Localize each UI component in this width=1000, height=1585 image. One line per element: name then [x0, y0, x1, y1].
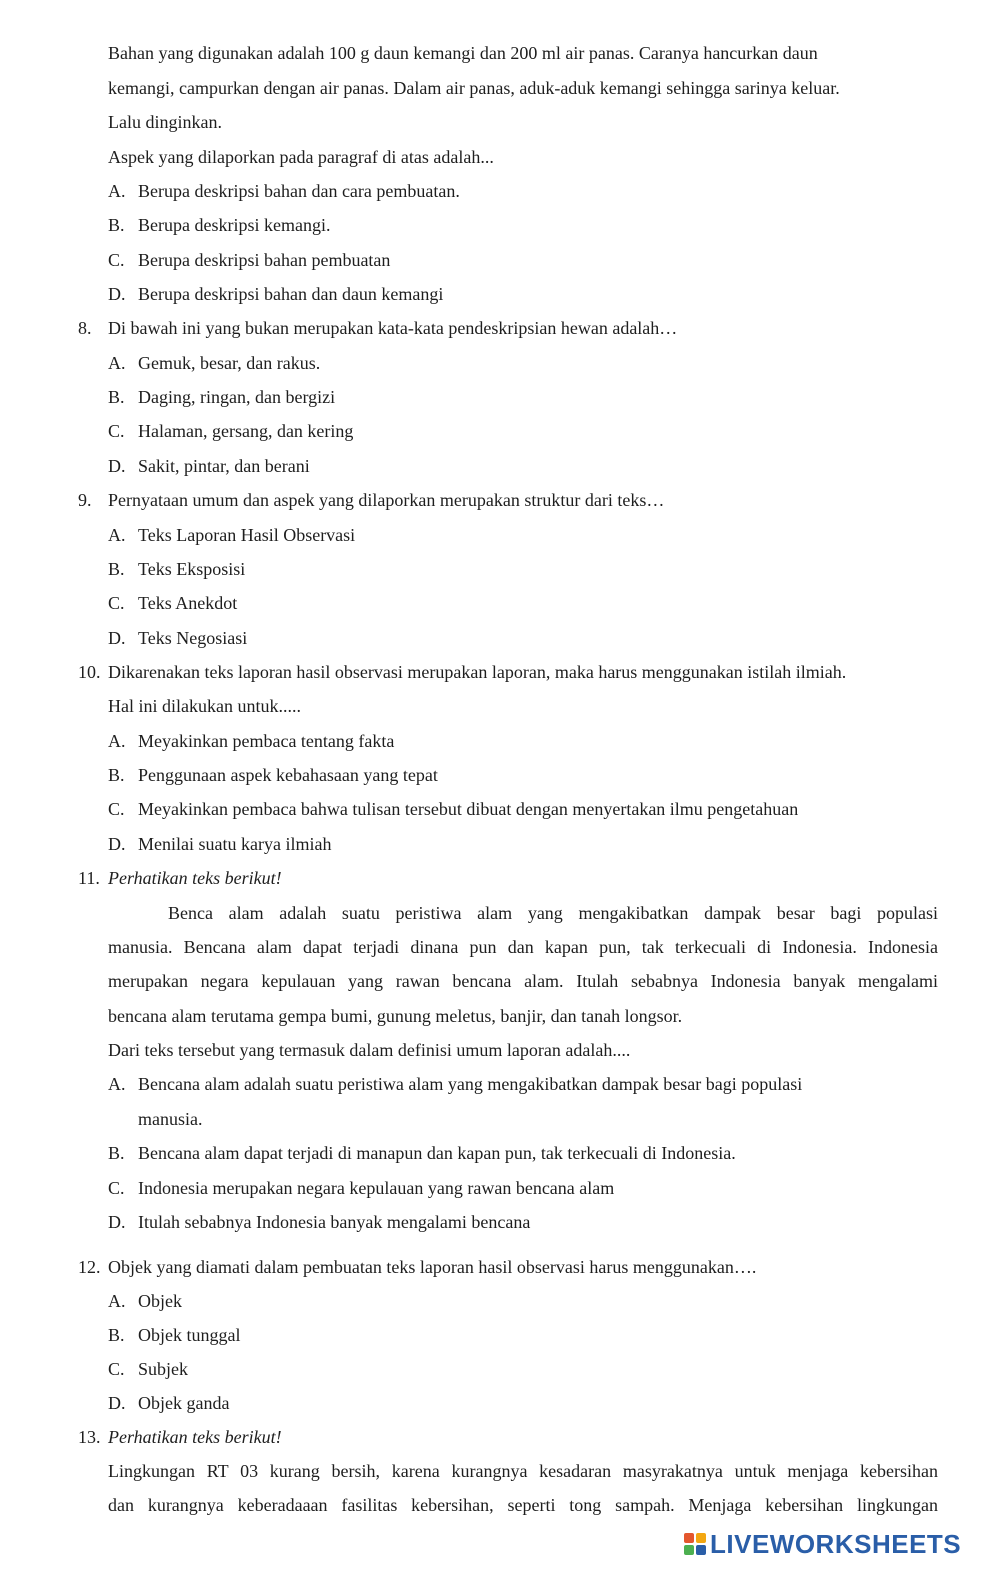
option-letter: C. [108, 1359, 125, 1379]
option-text: Objek tunggal [138, 1325, 241, 1345]
logo-square [696, 1545, 706, 1555]
logo-square [684, 1533, 694, 1543]
question-text: Dari teks tersebut yang termasuk dalam definisi umum laporan adalah.... [108, 1040, 631, 1060]
option-text: Berupa deskripsi bahan dan daun kemangi [138, 284, 444, 304]
option-letter: B. [108, 1325, 125, 1345]
logo-text: LIVEWORKSHEETS [710, 1528, 962, 1559]
instruction-text: Perhatikan teks berikut! [108, 868, 282, 888]
option-text: Meyakinkan pembaca tentang fakta [138, 731, 395, 751]
option-text: Daging, ringan, dan bergizi [138, 387, 336, 407]
option-letter: A. [108, 525, 126, 545]
option-letter: B. [108, 765, 125, 785]
option-text: Sakit, pintar, dan berani [138, 456, 310, 476]
option-text: Objek ganda [138, 1393, 230, 1413]
logo-square [684, 1545, 694, 1555]
option-letter: C. [108, 1178, 125, 1198]
option-letter: A. [108, 353, 126, 373]
liveworksheets-logo [684, 1528, 961, 1560]
option-text: Berupa deskripsi kemangi. [138, 215, 331, 235]
option-letter: C. [108, 250, 125, 270]
option-text: Halaman, gersang, dan kering [138, 421, 354, 441]
option-text: Teks Eksposisi [138, 559, 246, 579]
option-letter: A. [108, 181, 126, 201]
option-letter: B. [108, 1143, 125, 1163]
option-text: Indonesia merupakan negara kepulauan yang rawan bencana alam [138, 1178, 615, 1198]
passage-line: merupakan negara kepulauan yang rawan bencana alam. Itulah sebabnya Indonesia banyak mengalami [108, 971, 938, 991]
question-text: Objek yang diamati dalam pembuatan teks laporan hasil observasi harus menggunakan…. [108, 1257, 757, 1277]
option-letter: D. [108, 628, 126, 648]
option-text: Subjek [138, 1359, 189, 1379]
option-letter: C. [108, 421, 125, 441]
question-number: 13. [78, 1427, 101, 1447]
option-text: Menilai suatu karya ilmiah [138, 834, 332, 854]
question-number: 11. [78, 868, 100, 888]
passage-line: dan kurangnya keberadaaan fasilitas kebersihan, seperti tong sampah. Menjaga kebersihan lingkungan [108, 1495, 938, 1515]
question-text: Aspek yang dilaporkan pada paragraf di atas adalah... [108, 147, 494, 167]
question-text: Di bawah ini yang bukan merupakan kata-kata pendeskripsian hewan adalah… [108, 318, 678, 338]
passage-line: Lingkungan RT 03 kurang bersih, karena kurangnya kesadaran masyrakatnya untuk menjaga kebersihan [108, 1461, 938, 1481]
option-letter: C. [108, 799, 125, 819]
option-letter: B. [108, 215, 125, 235]
question-text: Hal ini dilakukan untuk..... [108, 696, 301, 716]
option-letter: D. [108, 456, 126, 476]
option-letter: A. [108, 1074, 126, 1094]
passage-line: manusia. Bencana alam dapat terjadi dinana pun dan kapan pun, tak terkecuali di Indonesia. Indonesia [108, 937, 938, 957]
passage-line: kemangi, campurkan dengan air panas. Dalam air panas, aduk-aduk kemangi sehingga sarinya keluar. [108, 78, 840, 98]
passage-line: Lalu dinginkan. [108, 112, 222, 132]
logo-square [696, 1533, 706, 1543]
option-text: Berupa deskripsi bahan pembuatan [138, 250, 391, 270]
passage-line: bencana alam terutama gempa bumi, gunung meletus, banjir, dan tanah longsor. [108, 1006, 683, 1026]
option-text: Bencana alam adalah suatu peristiwa alam yang mengakibatkan dampak besar bagi populasi [138, 1074, 803, 1094]
option-letter: B. [108, 559, 125, 579]
logo-mark-icon [684, 1533, 706, 1555]
option-text: Meyakinkan pembaca bahwa tulisan tersebut dibuat dengan menyertakan ilmu pengetahuan [138, 799, 799, 819]
question-number: 9. [78, 490, 92, 510]
option-text: Teks Negosiasi [138, 628, 248, 648]
option-text: Itulah sebabnya Indonesia banyak mengalami bencana [138, 1212, 531, 1232]
option-letter: A. [108, 1291, 126, 1311]
option-text: manusia. [138, 1109, 203, 1129]
question-text: Dikarenakan teks laporan hasil observasi merupakan laporan, maka harus menggunakan istilah ilmiah. [108, 662, 847, 682]
option-text: Penggunaan aspek kebahasaan yang tepat [138, 765, 438, 785]
option-text: Gemuk, besar, dan rakus. [138, 353, 321, 373]
question-text: Pernyataan umum dan aspek yang dilaporkan merupakan struktur dari teks… [108, 490, 665, 510]
option-letter: B. [108, 387, 125, 407]
option-letter: A. [108, 731, 126, 751]
option-letter: D. [108, 834, 126, 854]
option-letter: D. [108, 1393, 126, 1413]
question-number: 12. [78, 1257, 101, 1277]
question-number: 8. [78, 318, 92, 338]
option-text: Bencana alam dapat terjadi di manapun dan kapan pun, tak terkecuali di Indonesia. [138, 1143, 736, 1163]
passage-line: Bahan yang digunakan adalah 100 g daun kemangi dan 200 ml air panas. Caranya hancurkan daun [108, 43, 818, 63]
option-text: Teks Laporan Hasil Observasi [138, 525, 356, 545]
instruction-text: Perhatikan teks berikut! [108, 1427, 282, 1447]
option-letter: D. [108, 284, 126, 304]
option-letter: D. [108, 1212, 126, 1232]
option-text: Teks Anekdot [138, 593, 238, 613]
option-text: Objek [138, 1291, 182, 1311]
option-text: Berupa deskripsi bahan dan cara pembuatan. [138, 181, 460, 201]
option-letter: C. [108, 593, 125, 613]
question-number: 10. [78, 662, 101, 682]
passage-line: Benca alam adalah suatu peristiwa alam yang mengakibatkan dampak besar bagi populasi [168, 903, 938, 923]
